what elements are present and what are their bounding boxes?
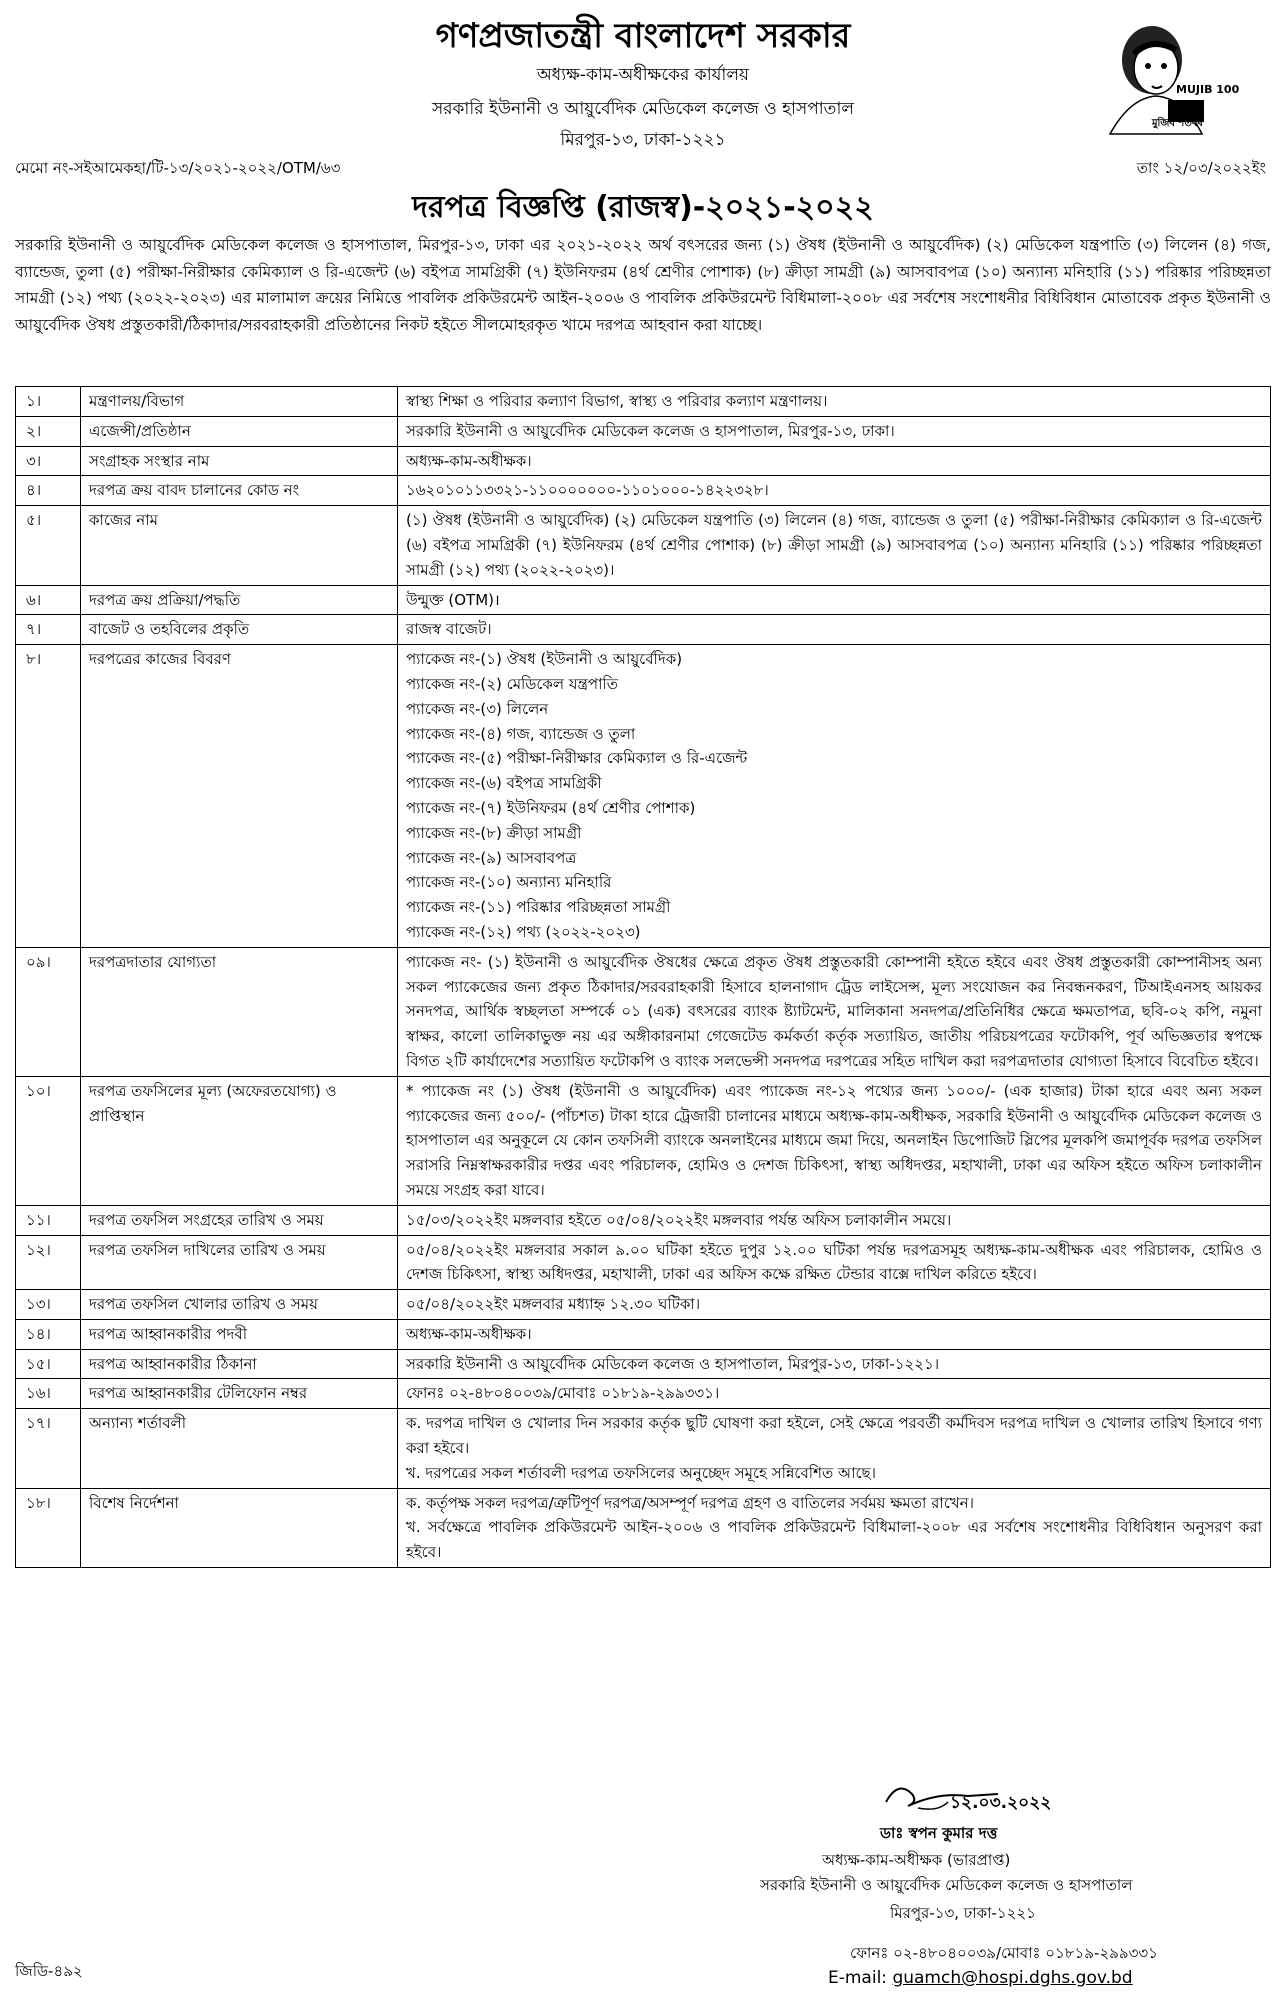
row-number: ১৪। bbox=[16, 1319, 81, 1349]
package-item: প্যাকেজ নং-(৫) পরীক্ষা-নিরীক্ষার কেমিক্যাল ও রি-এজেন্ট bbox=[406, 749, 748, 768]
package-item: প্যাকেজ নং-(৯) আসবাবপত্র bbox=[406, 848, 577, 867]
signature-date: ১২.০৩.২০২২ bbox=[950, 1793, 1052, 1813]
row-value: অধ্যক্ষ-কাম-অধীক্ষক। bbox=[398, 1319, 1271, 1349]
table-row bbox=[16, 645, 1271, 948]
condition-item: খ. দরপত্রের সকল শর্তাবলী দরপত্র তফসিলের অনুচ্ছেদ সমূহে সন্নিবেশিত আছে। bbox=[406, 1463, 876, 1482]
signatory-address: মিরপুর-১৩, ঢাকা-১২২১ bbox=[890, 1904, 1036, 1922]
row-value: ১৬২০১০১১৩৩২১-১১০০০০০০০-১১০১০০০-১৪২২৩২৮। bbox=[398, 476, 1271, 506]
row-number: ৪। bbox=[16, 476, 81, 506]
row-number: ৮। bbox=[16, 645, 81, 948]
row-number: ৩। bbox=[16, 446, 81, 476]
row-label: দরপত্র তফসিল সংগ্রহের তারিখ ও সময় bbox=[81, 1205, 398, 1235]
row-value: সরকারি ইউনানী ও আয়ুর্বেদিক মেডিকেল কলেজ ও হাসপাতাল, মিরপুর-১৩, ঢাকা। bbox=[398, 416, 1271, 446]
package-item: প্যাকেজ নং-(৬) বইপত্র সামগ্রিকী bbox=[406, 774, 602, 793]
row-number: ১১। bbox=[16, 1205, 81, 1235]
row-label: দরপত্র আহ্বানকারীর ঠিকানা bbox=[81, 1349, 398, 1379]
row-value: রাজস্ব বাজেট। bbox=[398, 615, 1271, 645]
row-label: দরপত্রের কাজের বিবরণ bbox=[81, 645, 398, 948]
row-value: স্বাস্থ্য শিক্ষা ও পরিবার কল্যাণ বিভাগ, স্বাস্থ্য ও পরিবার কল্যাণ মন্ত্রণালয়। bbox=[398, 387, 1271, 417]
row-number: ০৯। bbox=[16, 947, 81, 1076]
row-label: দরপত্র তফসিলের মূল্য (অফেরতযোগ্য) ও প্রাপ্তিস্থান bbox=[81, 1076, 398, 1205]
row-number: ২। bbox=[16, 416, 81, 446]
package-item: প্যাকেজ নং-(১২) পথ্য (২০২২-২০২৩) bbox=[406, 922, 641, 941]
row-label: দরপত্র তফসিল খোলার তারিখ ও সময় bbox=[81, 1290, 398, 1320]
institution-address: মিরপুর-১৩, ঢাকা-১২২১ bbox=[560, 130, 726, 150]
row-value: * প্যাকেজ নং (১) ঔষধ (ইউনানী ও আয়ুর্বেদিক) এবং প্যাকেজ নং-১২ পথ্যের জন্য ১০০০/- (এক হাজার) টাকা হারে এবং অন্য সকল প্যাকেজের জন্য ৫০০/- (পাঁচশত) টাকা হারে ট্রেজারী চালানের মাধ্যমে অধ্যক্ষ-কাম-অধীক্ষক, সরকারি ইউনানী ও আয়ুর্বেদিক মেডিকেল কলেজ ও হাসপাতাল এর অনুকূলে যে কোন তফসিলী ব্যাংকে অনলাইনের মাধ্যমে জমা দিয়ে, অনলাইন ডিপোজিট স্লিপের মূলকপি জমাপূর্বক দরপত্র তফসিল সরাসরি নিম্নস্বাক্ষরকারীর দপ্তর এবং পরিচালক, হোমিও ও দেশজ চিকিৎসা, স্বাস্থ্য অধিদপ্তর, মহাখালী, ঢাকা এর অফিস হইতে অফিস চলাকালীন সময়ে সংগ্রহ করা যাবে। bbox=[398, 1076, 1271, 1205]
row-label: কাজের নাম bbox=[81, 506, 398, 585]
signatory-phone: ফোনঃ ০২-৪৮০৪০০৩৯/মোবাঃ ০১৮১৯-২৯৯৩৩১ bbox=[850, 1944, 1158, 1962]
package-item: প্যাকেজ নং-(৭) ইউনিফরম (৪র্থ শ্রেণীর পোশাক) bbox=[406, 798, 696, 817]
table-row bbox=[16, 1076, 1271, 1205]
row-number: ৭। bbox=[16, 615, 81, 645]
package-item: প্যাকেজ নং-(৮) ক্রীড়া সামগ্রী bbox=[406, 823, 582, 842]
row-label: দরপত্র তফসিল দাখিলের তারিখ ও সময় bbox=[81, 1235, 398, 1290]
row-number: ৬। bbox=[16, 585, 81, 615]
memo-number: মেমো নং-সইআমেকহা/টি-১৩/২০২১-২০২২/OTM/৬৩ bbox=[15, 159, 341, 177]
row-value: অধ্যক্ষ-কাম-অধীক্ষক। bbox=[398, 446, 1271, 476]
row-value: ১৫/০৩/২০২২ইং মঙ্গলবার হইতে ০৫/০৪/২০২২ইং মঙ্গলবার পর্যন্ত অফিস চলাকালীন সময়ে। bbox=[398, 1205, 1271, 1235]
table-row bbox=[16, 387, 1271, 417]
signatory-designation: অধ্যক্ষ-কাম-অধীক্ষক (ভারপ্রাপ্ত) bbox=[822, 1851, 1011, 1869]
tender-details-table bbox=[15, 386, 1271, 1568]
row-number: ৫। bbox=[16, 506, 81, 585]
table-row bbox=[16, 1488, 1271, 1567]
table-row bbox=[16, 1379, 1271, 1409]
table-row bbox=[16, 615, 1271, 645]
intro-paragraph: সরকারি ইউনানী ও আয়ুর্বেদিক মেডিকেল কলেজ ও হাসপাতাল, মিরপুর-১৩, ঢাকা এর ২০২১-২০২২ অর্থ বৎসরের জন্য (১) ঔষধ (ইউনানী ও আয়ুর্বেদিক) (২) মেডিকেল যন্ত্রপাতি (৩) লিলেন (৪) গজ, ব্যান্ডেজ, তুলা (৫) পরীক্ষা-নিরীক্ষার কেমিক্যাল ও রি-এজেন্ট (৬) বইপত্র সামগ্রিকী (৭) ইউনিফরম (৪র্থ শ্রেণীর পোশাক) (৮) ক্রীড়া সামগ্রী (৯) আসবাবপত্র (১০) অন্যান্য মনিহারি (১১) পরিষ্কার পরিচ্ছন্নতা সামগ্রী (১২) পথ্য (২০২২-২০২৩) এর মালামাল ক্রয়ের নিমিত্তে পাবলিক প্রকিউরমেন্ট আইন-২০০৬ ও পাবলিক প্রকিউরমেন্ট বিধিমালা-২০০৮ এর সর্বশেষ সংশোধনীর বিধিবিধান মোতাবেক প্রকৃত ইউনানী ও আয়ুর্বেদিক ঔষধ প্রস্তুতকারী/ঠিকাদার/সরবরাহকারী প্রতিষ্ঠানের নিকট হইতে সীলমোহরকৃত খামে দরপত্র আহবান করা যাচ্ছে। bbox=[15, 236, 1271, 334]
email-line bbox=[828, 1968, 1133, 1988]
row-value: উন্মুক্ত (OTM)। bbox=[398, 585, 1271, 615]
row-label: দরপত্র ক্রয় প্রক্রিয়া/পদ্ধতি bbox=[81, 585, 398, 615]
table-row bbox=[16, 506, 1271, 585]
row-value: সরকারি ইউনানী ও আয়ুর্বেদিক মেডিকেল কলেজ ও হাসপাতাল, মিরপুর-১৩, ঢাকা-১২২১। bbox=[398, 1349, 1271, 1379]
row-value bbox=[398, 1409, 1271, 1488]
row-value bbox=[398, 645, 1271, 948]
row-value: (১) ঔষধ (ইউনানী ও আয়ুর্বেদিক) (২) মেডিকেল যন্ত্রপাতি (৩) লিলেন (৪) গজ, ব্যান্ডেজ ও তুলা (৫) পরীক্ষা-নিরীক্ষার কেমিক্যাল ও রি-এজেন্ট (৬) বইপত্র সামগ্রিকী (৭) ইউনিফরম (৪র্থ শ্রেণীর পোশাক) (৮) ক্রীড়া সামগ্রী (৯) আসবাবপত্র (১০) অন্যান্য মনিহারি (১১) পরিষ্কার পরিচ্ছন্নতা সামগ্রী (১২) পথ্য (২০২২-২০২৩)। bbox=[398, 506, 1271, 585]
package-item: প্যাকেজ নং-(১০) অন্যান্য মনিহারি bbox=[406, 873, 612, 892]
email-link[interactable]: guamch@hospi.dghs.gov.bd bbox=[892, 1968, 1133, 1988]
row-value: প্যাকেজ নং- (১) ইউনানী ও আয়ুর্বেদিক ঔষধের ক্ষেত্রে প্রকৃত ঔষধ প্রস্তুতকারী কোম্পানী হইতে হইবে এবং ঔষধ প্রস্তুতকারী কোম্পানীসহ অন্য সকল প্যাকেজের জন্য প্রকৃত ঠিকাদার/সরবরাহকারী হিসাবে হালনাগাদ ট্রেড লাইসেন্স, মূল্য সংযোজন কর নিবন্ধনকরণ, টিআইএনসহ আয়কর সনদপত্র, আর্থিক স্বচ্ছলতা সম্পর্কে ০১ (এক) বৎসরের ব্যাংক ষ্ট্যাটমেন্ট, মালিকানা সনদপত্র/প্রতিনিধির ক্ষেত্রে ক্ষমতাপত্র, ছবি-০২ কপি, নমুনা স্বাক্ষর, কালো তালিকাভুক্ত নয় এর অঙ্গীকারনামা গেজেটেড কর্মকর্তা কর্তৃক সত্যায়িত, জাতীয় পরিচয়পত্রের ফটোকপি, পূর্ব অভিজ্ঞতার স্বপক্ষে বিগত ২টি কার্যাদেশের সত্যায়িত ফটোকপি ও ব্যাংক সলভেন্সী সনদপত্র দরপত্রের সহিত দাখিল করা দরপত্রদাতার যোগ্যতা হিসাবে বিবেচিত হইবে। bbox=[398, 947, 1271, 1076]
row-value bbox=[398, 1488, 1271, 1567]
table-row bbox=[16, 446, 1271, 476]
notice-title: দরপত্র বিজ্ঞপ্তি (রাজস্ব)-২০২১-২০২২ bbox=[412, 190, 874, 225]
package-item: প্যাকেজ নং-(১১) পরিষ্কার পরিচ্ছন্নতা সামগ্রী bbox=[406, 898, 671, 917]
table-row bbox=[16, 1205, 1271, 1235]
row-label: এজেন্সী/প্রতিষ্ঠান bbox=[81, 416, 398, 446]
package-item: প্যাকেজ নং-(৩) লিলেন bbox=[406, 699, 549, 718]
row-value: ০৫/০৪/২০২২ইং মঙ্গলবার মধ্যাহ্ন ১২.৩০ ঘটিকা। bbox=[398, 1290, 1271, 1320]
package-item: প্যাকেজ নং-(৪) গজ, ব্যান্ডেজ ও তুলা bbox=[406, 724, 636, 743]
condition-item: ক. দরপত্র দাখিল ও খোলার দিন সরকার কর্তৃক ছুটি ঘোষণা করা হইলে, সেই ক্ষেত্রে পরবর্তী কর্মদিবস দরপত্র দাখিল ও খোলার তারিখ হিসাবে গণ্য করা হইবে। bbox=[406, 1414, 1262, 1458]
table-row bbox=[16, 476, 1271, 506]
row-number: ১৫। bbox=[16, 1349, 81, 1379]
email-label: E-mail: bbox=[828, 1968, 893, 1988]
signatory-institution: সরকারি ইউনানী ও আয়ুর্বেদিক মেডিকেল কলেজ ও হাসপাতাল bbox=[760, 1876, 1133, 1894]
row-label: মন্ত্রণালয়/বিভাগ bbox=[81, 387, 398, 417]
row-value: ০৫/০৪/২০২২ইং মঙ্গলবার সকাল ৯.০০ ঘটিকা হইতে দুপুর ১২.০০ ঘটিকা পর্যন্ত দরপত্রসমূহ অধ্যক্ষ-কাম-অধীক্ষক এবং পরিচালক, হোমিও ও দেশজ চিকিৎসা, স্বাস্থ্য অধিদপ্তর, মহাখালী, ঢাকা এর অফিস কক্ষে রক্ষিত টেন্ডার বাক্সে দাখিল করিতে হইবে। bbox=[398, 1235, 1271, 1290]
row-value: ফোনঃ ০২-৪৮০৪০০৩৯/মোবাঃ ০১৮১৯-২৯৯৩৩১। bbox=[398, 1379, 1271, 1409]
row-label: দরপত্র আহ্বানকারীর পদবী bbox=[81, 1319, 398, 1349]
table-row bbox=[16, 1319, 1271, 1349]
gd-number: জিডি-৪৯২ bbox=[15, 1962, 83, 1980]
table-row bbox=[16, 585, 1271, 615]
row-number: ১৮। bbox=[16, 1488, 81, 1567]
row-number: ১২। bbox=[16, 1235, 81, 1290]
table-row bbox=[16, 1290, 1271, 1320]
government-title: গণপ্রজাতন্ত্রী বাংলাদেশ সরকার bbox=[435, 16, 851, 56]
table-row bbox=[16, 1349, 1271, 1379]
row-label: দরপত্র ক্রয় বাবদ চালানের কোড নং bbox=[81, 476, 398, 506]
package-item: প্যাকেজ নং-(২) মেডিকেল যন্ত্রপাতি bbox=[406, 674, 618, 693]
signatory-name: ডাঃ স্বপন কুমার দত্ত bbox=[880, 1824, 998, 1842]
package-item: প্যাকেজ নং-(১) ঔষধ (ইউনানী ও আয়ুর্বেদিক) bbox=[406, 650, 683, 669]
row-number: ১০। bbox=[16, 1076, 81, 1205]
row-number: ১৩। bbox=[16, 1290, 81, 1320]
office-name: অধ্যক্ষ-কাম-অধীক্ষকের কার্যালয় bbox=[536, 65, 750, 85]
row-number: ১৭। bbox=[16, 1409, 81, 1488]
row-number: ১৬। bbox=[16, 1379, 81, 1409]
row-number: ১। bbox=[16, 387, 81, 417]
logo-text: MUJIB 100 bbox=[1176, 83, 1240, 96]
notice-date: তাং ১২/০৩/২০২২ইং bbox=[1136, 159, 1266, 177]
table-row bbox=[16, 416, 1271, 446]
table-row bbox=[16, 1409, 1271, 1488]
row-label: বাজেট ও তহবিলের প্রকৃতি bbox=[81, 615, 398, 645]
condition-item: খ. সর্বক্ষেত্রে পাবলিক প্রকিউরমেন্ট আইন-২০০৬ ও পাবলিক প্রকিউরমেন্ট বিধিমালা-২০০৮ এর সর্বশেষ সংশোধনীর বিধিবিধান অনুসরণ করা হইবে। bbox=[406, 1518, 1262, 1562]
institution-name: সরকারি ইউনানী ও আয়ুর্বেদিক মেডিকেল কলেজ ও হাসপাতাল bbox=[431, 99, 855, 119]
table-row bbox=[16, 1235, 1271, 1290]
condition-item: ক. কর্তৃপক্ষ সকল দরপত্র/ত্রুটিপূর্ণ দরপত্র/অসম্পূর্ণ দরপত্র গ্রহণ ও বাতিলের সর্বময় ক্ষমতা রাখেন। bbox=[406, 1493, 974, 1512]
row-label: বিশেষ নির্দেশনা bbox=[81, 1488, 398, 1567]
row-label: দরপত্রদাতার যোগ্যতা bbox=[81, 947, 398, 1076]
row-label: সংগ্রাহক সংস্থার নাম bbox=[81, 446, 398, 476]
row-label: অন্যান্য শর্তাবলী bbox=[81, 1409, 398, 1488]
table-row bbox=[16, 947, 1271, 1076]
logo-text-bn: মুজিব শতবর্ষ bbox=[1152, 118, 1203, 129]
row-label: দরপত্র আহ্বানকারীর টেলিফোন নম্বর bbox=[81, 1379, 398, 1409]
